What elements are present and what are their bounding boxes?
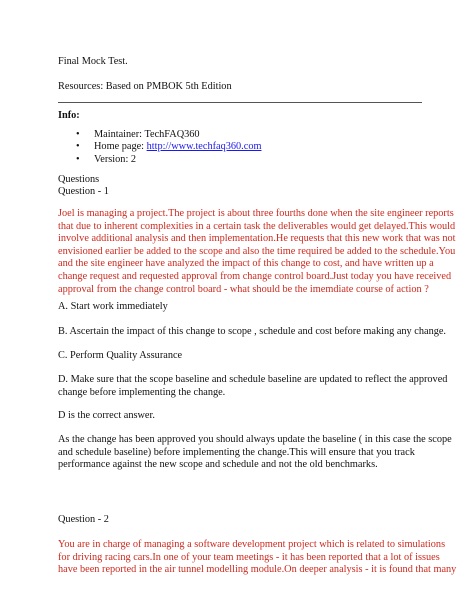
option-c: C. Perform Quality Assurance [58,350,183,361]
option-d [58,374,448,399]
bullet-icon: • [76,141,80,153]
answer-explanation [58,434,452,472]
info-item-prefix: Version: [94,153,131,165]
question-text-line: for driving racing cars.In one of your team meetings - it has been reported that a lot of issues [58,551,440,563]
bullet-icon: • [76,153,80,165]
option-b: B. Ascertain the impact of this change to scope , schedule and cost before making any change. [58,326,447,337]
maintainer-value: TechFAQ360 [144,129,200,140]
question-1-label: Question - 1 [58,186,109,197]
info-item-prefix: Maintainer: [94,129,145,140]
info-list [76,129,261,166]
option-d-line: D. Make sure that the scope baseline and schedule baseline are updated to reflect the approved [58,374,448,385]
info-item-maintainer [76,129,261,141]
info-heading: Info: [58,110,80,121]
question-text-line: and the site engineer have analyzed the impact of this change to cost, and have written up a [58,258,434,270]
question-text-line: Joel is managing a project.The project is about three fourths done when the site engineer reports [58,208,454,219]
explanation-line: and schedule baseline) before implementing the change.This will ensure that you track [58,446,415,458]
explanation-line: As the change has been approved you should always update the baseline ( in this case the scope [58,434,452,445]
question-2-text [58,539,457,577]
question-text-line: involve additional analysis and then implementation.He requests that this new work that was not [58,233,456,245]
question-1-text [58,208,456,296]
explanation-line: performance against the new scope and schedule and not the old benchmarks. [58,459,378,471]
question-text-line: You are in charge of managing a software development project which is related to simulations [58,539,446,550]
info-item-prefix: Home page: [94,141,147,153]
option-a: A. Start work immediately [58,301,168,312]
question-text-line: envisioned earlier be added to the scope and also the time required be added to the schedule.You [58,245,456,257]
version-value: 2 [130,153,137,165]
question-2-label: Question - 2 [58,514,109,525]
section-divider [58,102,422,103]
bullet-icon: • [76,129,80,140]
questions-label: Questions [58,174,100,185]
question-text-line: change request and requested approval from change control board.Just today you have received [58,270,452,282]
question-text-line: have been reported in the air tunnel modelling module.On deeper analysis - it is found that many [58,564,457,576]
doc-title: Final Mock Test. [58,56,128,67]
resources-line: Resources: Based on PMBOK 5th Edition [58,81,232,92]
question-text-line: that due to inherent complexities in a certain task the deliverables would get delayed.This would [58,220,456,232]
homepage-link[interactable]: http://www.techfaq360.com [146,141,262,153]
info-item-version [76,154,261,166]
info-item-homepage [76,141,261,153]
question-text-line: approval from the change control board - what should be the imemdiate course of action ? [58,283,429,295]
option-d-line: change before implementing the change. [58,386,226,398]
correct-answer: D is the correct answer. [58,410,155,421]
